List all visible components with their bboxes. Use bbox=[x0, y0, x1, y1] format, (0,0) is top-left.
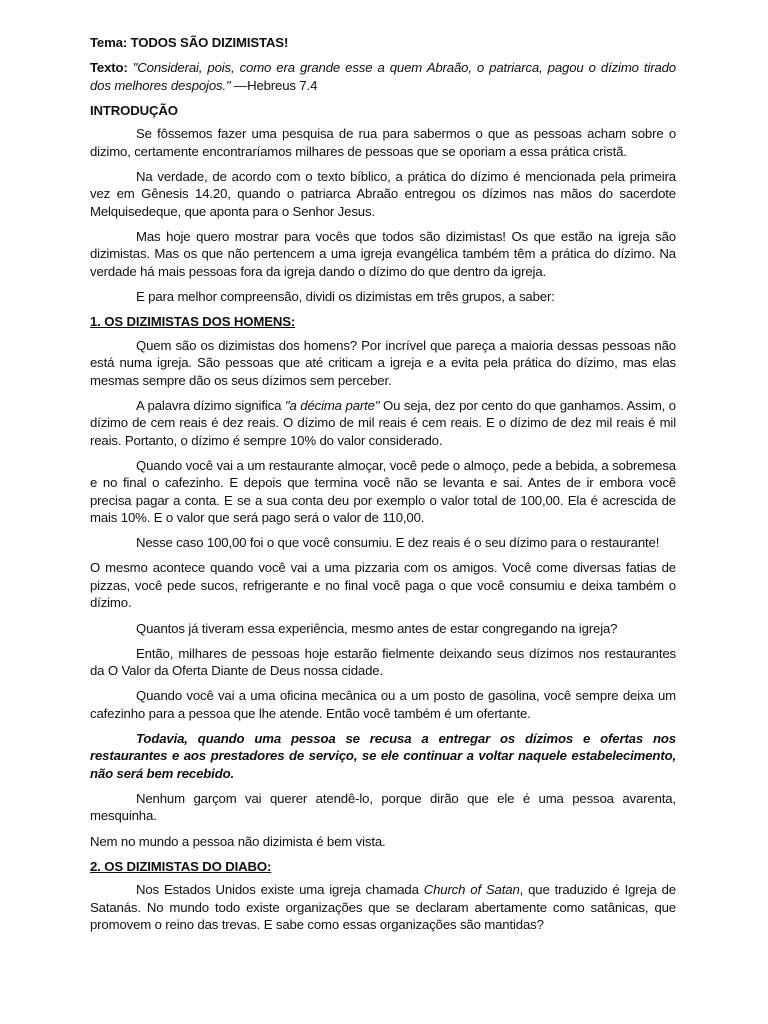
section1-paragraph-9: Todavia, quando uma pessoa se recusa a entregar os dízimos e ofertas nos restaurantes e aos prestadores de serviço, se ele continuar a voltar naquele estabelecimento, não será bem recebido. bbox=[90, 730, 676, 781]
texto-quote: "Considerai, pois, como era grande esse a quem Abraão, o patriarca, pagou o dízimo tirado dos melhores despojos." bbox=[90, 60, 676, 93]
section1-paragraph-6: Quantos já tiveram essa experiência, mesmo antes de estar congregando na igreja? bbox=[136, 620, 618, 636]
p2-text-a: A palavra dízimo significa bbox=[136, 397, 285, 413]
section1-paragraph-10: Nenhum garçom vai querer atendê-lo, porque dirão que ele é uma pessoa avarenta, mesquinha. bbox=[90, 790, 676, 824]
intro-heading: INTRODUÇÃO bbox=[90, 102, 178, 118]
intro-paragraph-1: Se fôssemos fazer uma pesquisa de rua para sabermos o que as pessoas acham sobre o dizimo, certamente encontraríamos milhares de pessoas que se oporiam a essa prática cristã. bbox=[90, 126, 676, 159]
tema-line bbox=[90, 34, 676, 52]
section1-paragraph-3: Quando você vai a um restaurante almoçar, você pede o almoço, pede a bebida, a sobremesa e no final o cafezinho. E depois que termina você não se levanta e sai. Antes de ir embora você precisa pagar a conta. E se a sua conta deu por exemplo o valor total de 100,00. Ela é acrescida de mais 10%. E o valor que será pago será o valor de 110,00. bbox=[90, 457, 676, 526]
section1-paragraph-7: Então, milhares de pessoas hoje estarão fielmente deixando seus dízimos nos restaurantes da O Valor da Oferta Diante de Deus nossa cidade. bbox=[90, 645, 676, 679]
p2-text-b: Ou seja, dez por cento do que ganhamos. Assim, o dízimo de cem reais é dez reais. O dízimo de mil reais é cem reais. E o dízimo de dez mil reais é mil reais. Portanto, o dízimo é sempre 10% do valor considerado. bbox=[90, 397, 676, 448]
tema-label: Tema: bbox=[90, 35, 128, 50]
intro-paragraph-4: E para melhor compreensão, dividi os dizimistas em três grupos, a saber: bbox=[136, 288, 555, 304]
section1-paragraph-11: Nem no mundo a pessoa não dizimista é bem vista. bbox=[90, 833, 386, 849]
section1-paragraph-5: O mesmo acontece quando você vai a uma pizzaria com os amigos. Você come diversas fatias de pizzas, você pede sucos, refrigerante e no final você paga o que você consumiu e deixa também o dízimo. bbox=[90, 560, 676, 611]
intro-paragraph-2: Na verdade, de acordo com o texto bíblico, a prática do dízimo é mencionada pela primeira vez em Gênesis 14.20, quando o patriarca Abraão entregou os dízimos nas mãos do sacerdote Melquisedeque, que aponta para o Senhor Jesus. bbox=[90, 168, 676, 219]
section1-paragraph-1: Quem são os dizimistas dos homens? Por incrível que pareça a maioria dessas pessoas não está numa igreja. São pessoas que até criticam a igreja e a evita pela prática do dízimo, mas elas mesmas sempre dão os seus dízimos sem perceber. bbox=[90, 337, 676, 388]
tema-title: TODOS SÃO DIZIMISTAS! bbox=[130, 35, 289, 50]
section1-paragraph-2 bbox=[90, 397, 676, 450]
intro-paragraph-3: Mas hoje quero mostrar para vocês que todos são dizimistas! Os que estão na igreja são dizimistas. Mas os que não pertencem a uma igreja evangélica também têm a prática do dízimo. Na verdade há mais pessoas fora da igreja dando o dízimo do que dentro da igreja. bbox=[90, 228, 676, 279]
document-page bbox=[90, 34, 676, 941]
section1-heading: 1. OS DIZIMISTAS DOS HOMENS: bbox=[90, 314, 296, 330]
section1-paragraph-4: Nesse caso 100,00 foi o que você consumiu. E dez reais é o seu dízimo para o restaurante! bbox=[136, 535, 660, 551]
section2-paragraph-1 bbox=[90, 881, 676, 934]
s2-text-b: , que traduzido é Igreja de Satanás. No mundo todo existe organizações que se declaram abertamente como satânicas, que promovem o reino das trevas. E sabe como essas organizações são mantidas? bbox=[90, 882, 676, 933]
section2-heading: 2. OS DIZIMISTAS DO DIABO: bbox=[90, 858, 272, 874]
section1-paragraph-8: Quando você vai a uma oficina mecânica ou a um posto de gasolina, você sempre deixa um cafezinho para a pessoa que lhe atende. Então você também é um ofertante. bbox=[90, 688, 676, 721]
p2-quote: "a décima parte" bbox=[284, 397, 380, 413]
s2-italic: Church of Satan bbox=[423, 882, 520, 898]
texto-reference: —Hebreus 7.4 bbox=[230, 77, 318, 93]
s2-text-a: Nos Estados Unidos existe uma igreja chamada bbox=[136, 882, 424, 898]
texto-paragraph bbox=[90, 59, 676, 94]
texto-label: Texto: bbox=[90, 60, 128, 76]
